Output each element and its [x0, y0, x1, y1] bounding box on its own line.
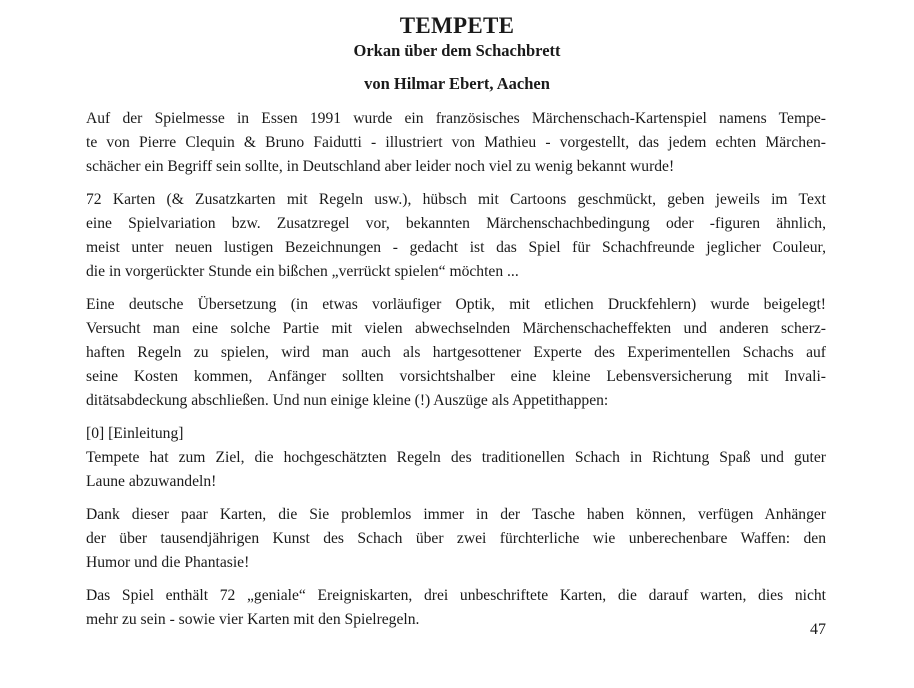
paragraph-1	[86, 107, 826, 179]
text-line: schächer ein Begriff sein sollte, in Deutschland aber leider noch viel zu wenig bekannt wurde!	[86, 158, 675, 175]
paragraph-5	[86, 503, 826, 575]
text-line: Humor und die Phantasie!	[86, 554, 250, 571]
text-line: Dank dieser paar Karten, die Sie problemlos immer in der Tasche haben können, verfügen Anhänger	[86, 506, 826, 523]
paragraph-4	[86, 422, 826, 494]
text-line: Laune abzuwandeln!	[86, 473, 217, 490]
paragraph-6	[86, 584, 826, 632]
text-line: Versucht man eine solche Partie mit vielen abwechselnden Märchenschacheffekten und anderen scherz-	[86, 320, 826, 337]
text-line: der über tausendjährigen Kunst des Schach über zwei fürchterliche wie unberechenbare Waffen: den	[86, 530, 826, 547]
text-line: meist unter neuen lustigen Bezeichnungen - gedacht ist das Spiel für Schachfreunde jeglicher Couleur,	[86, 239, 826, 256]
text-line: Das Spiel enthält 72 „geniale“ Ereigniskarten, drei unbeschriftete Karten, die darauf warten, dies nicht	[86, 587, 826, 604]
article-body	[86, 107, 826, 641]
text-line: haften Regeln zu spielen, wird man auch als hartgesottener Experte des Experimentellen Schachs auf	[86, 344, 826, 361]
text-line: eine Spielvariation bzw. Zusatzregel vor, bekannten Märchenschachbedingung oder -figuren ähnlich,	[86, 215, 826, 232]
paragraph-3	[86, 293, 826, 413]
text-line: seine Kosten kommen, Anfänger sollten vorsichtshalber eine kleine Lebensversicherung mit Invali-	[86, 368, 826, 385]
text-line: te von Pierre Clequin & Bruno Faidutti - illustriert von Mathieu - vorgestellt, das jedem echten Märchen-	[86, 134, 826, 151]
text-line: mehr zu sein - sowie vier Karten mit den Spielregeln.	[86, 611, 420, 628]
text-line: [0] [Einleitung]	[86, 425, 184, 442]
page-number: 47	[810, 621, 826, 638]
text-line: 72 Karten (& Zusatzkarten mit Regeln usw.), hübsch mit Cartoons geschmückt, geben jeweils im Text	[86, 191, 826, 208]
article-title: TEMPETE	[399, 13, 515, 38]
text-line: ditätsabdeckung abschließen. Und nun einige kleine (!) Auszüge als Appetithappen:	[86, 392, 609, 409]
text-line: die in vorgerückter Stunde ein bißchen „verrückt spielen“ möchten ...	[86, 263, 519, 280]
paragraph-2	[86, 188, 826, 284]
article-subtitle: Orkan über dem Schachbrett	[353, 41, 561, 60]
article-author: von Hilmar Ebert, Aachen	[364, 74, 550, 93]
text-line: Tempete hat zum Ziel, die hochgeschätzten Regeln des traditionellen Schach in Richtung Spaß und guter	[86, 449, 826, 466]
text-line: Eine deutsche Übersetzung (in etwas vorläufiger Optik, mit etlichen Druckfehlern) wurde beigelegt!	[86, 296, 826, 313]
text-line: Auf der Spielmesse in Essen 1991 wurde ein französisches Märchenschach-Kartenspiel namens Tempe-	[86, 110, 826, 127]
